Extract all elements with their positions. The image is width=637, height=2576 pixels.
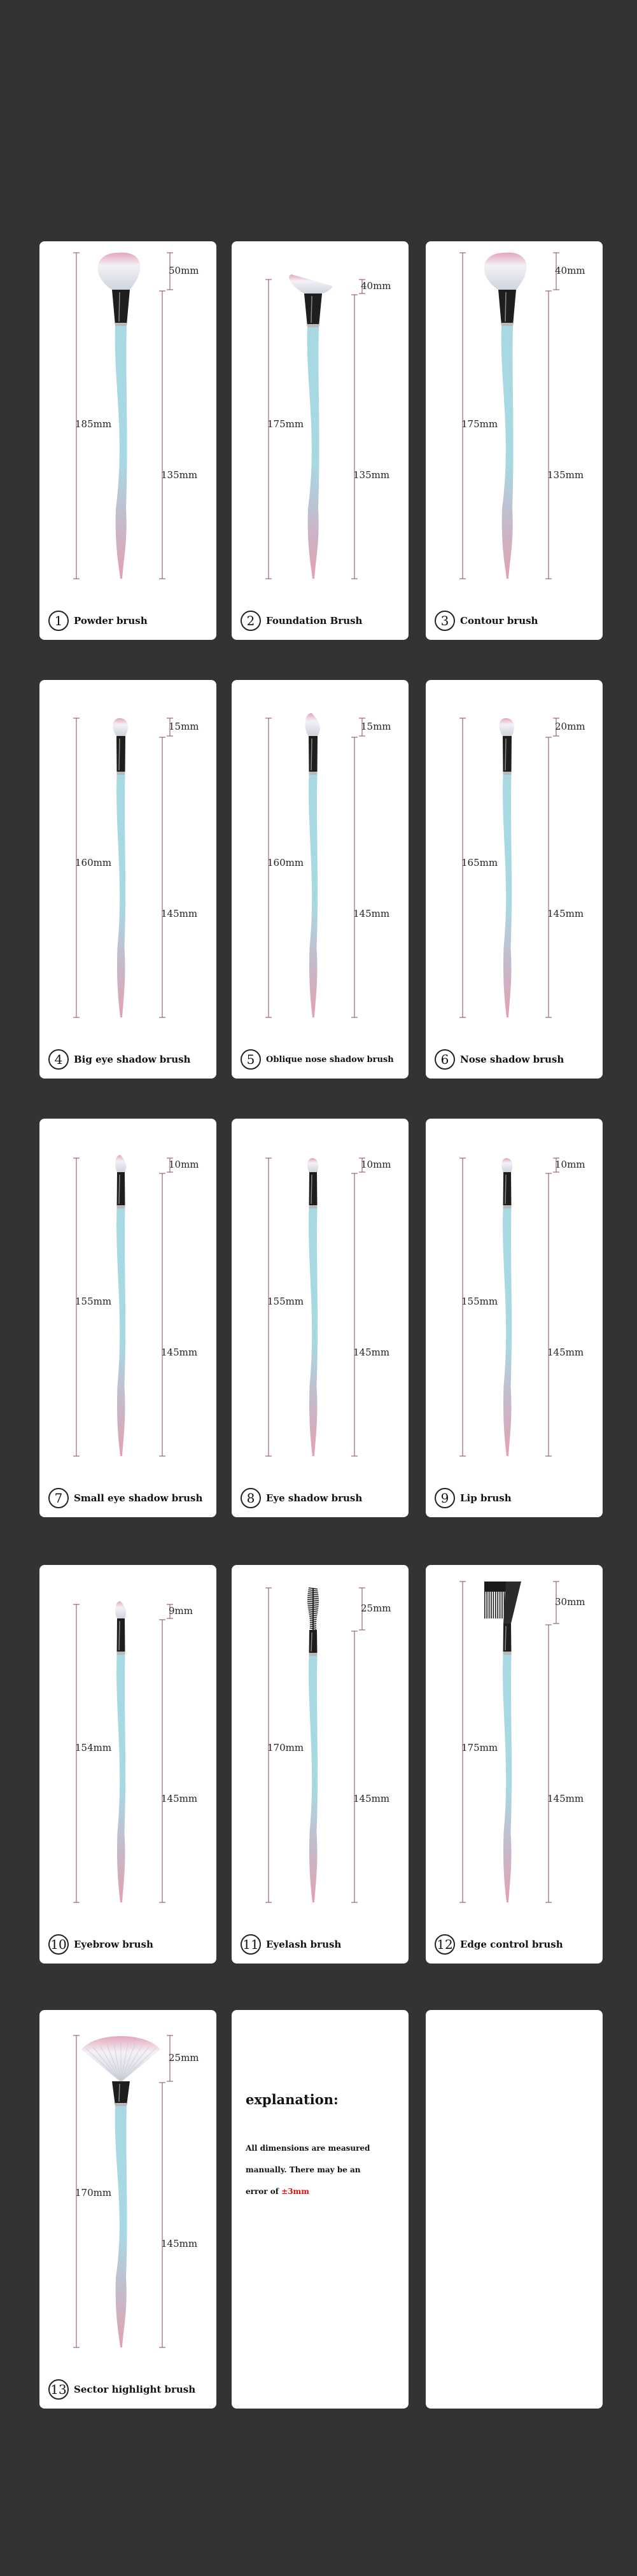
brush-illustration-icon [484, 253, 527, 579]
dimension-line-icon [351, 737, 358, 1017]
brush-name: Nose shadow brush [460, 1054, 564, 1065]
handle-length-label: 145mm [161, 1347, 198, 1358]
brush-name: Oblique nose shadow brush [266, 1054, 394, 1065]
brush-name: Eye shadow brush [266, 1492, 363, 1504]
explanation-card [232, 2010, 409, 2409]
dimension-line-icon [459, 1158, 466, 1456]
total-length-label: 175mm [461, 418, 498, 430]
dimension-line-icon [73, 1604, 80, 1902]
explanation-error-prefix: error of [246, 2187, 282, 2196]
brush-name: Edge control brush [460, 1939, 563, 1950]
brush-caption [241, 1488, 362, 1508]
brush-name: Small eye shadow brush [74, 1492, 203, 1504]
total-length-label: 155mm [461, 1296, 498, 1307]
dimension-line-icon [73, 1158, 80, 1456]
total-length-label: 155mm [75, 1296, 112, 1307]
brush-card-12 [426, 1565, 603, 1964]
handle-length-label: 145mm [161, 908, 198, 919]
brush-caption [435, 1934, 563, 1955]
total-length-label: 175mm [267, 418, 304, 430]
handle-length-label: 145mm [161, 2238, 198, 2249]
number-circle-icon: 10 [48, 1934, 69, 1955]
dimension-line-icon [545, 737, 552, 1017]
brush-illustration-icon [499, 718, 514, 1017]
head-length-label: 20mm [555, 721, 585, 732]
dimension-line-icon [351, 295, 358, 579]
brush-card-3 [426, 241, 603, 640]
brush-caption [48, 2379, 195, 2400]
brush-card-7 [39, 1119, 216, 1517]
total-length-label: 155mm [267, 1296, 304, 1307]
dimension-line-icon [351, 1173, 358, 1456]
brush-name: Contour brush [460, 615, 538, 626]
handle-length-label: 145mm [353, 1347, 390, 1358]
dimension-line-icon [545, 1625, 552, 1902]
explanation-title: explanation: [246, 2091, 339, 2107]
brush-name: Eyebrow brush [74, 1939, 153, 1950]
dimension-line-icon [265, 1158, 272, 1456]
brush-illustration-icon [113, 718, 128, 1017]
total-length-label: 175mm [461, 1742, 498, 1753]
head-length-label: 15mm [361, 721, 391, 732]
brush-name: Eyelash brush [266, 1939, 342, 1950]
head-length-label: 9mm [169, 1605, 193, 1617]
explanation-error-value: ±3mm [281, 2187, 309, 2196]
head-length-label: 10mm [361, 1159, 391, 1170]
handle-length-label: 145mm [353, 1793, 390, 1804]
dimension-line-icon [159, 1173, 165, 1456]
head-length-label: 25mm [361, 1603, 391, 1614]
brush-caption [241, 611, 362, 631]
brush-illustration-icon [305, 713, 320, 1017]
head-length-label: 15mm [169, 721, 199, 732]
explanation-line-2: manually. There may be an [246, 2165, 361, 2174]
brush-card-13 [39, 2010, 216, 2409]
brush-card-11 [232, 1565, 409, 1964]
handle-length-label: 145mm [547, 1793, 584, 1804]
brush-card-9 [426, 1119, 603, 1517]
handle-length-label: 135mm [547, 469, 584, 481]
brush-illustration-icon [115, 1601, 126, 1902]
dimension-line-icon [159, 1620, 165, 1902]
handle-length-label: 145mm [547, 908, 584, 919]
head-length-label: 40mm [361, 280, 391, 292]
brush-caption [48, 1049, 190, 1070]
brush-card-8 [232, 1119, 409, 1517]
head-length-label: 25mm [169, 2052, 199, 2063]
brush-caption [241, 1934, 341, 1955]
brush-caption [241, 1049, 394, 1070]
brush-name: Lip brush [460, 1492, 512, 1504]
number-circle-icon: 1 [48, 611, 69, 631]
brush-card-6 [426, 680, 603, 1079]
dimension-line-icon [73, 253, 80, 579]
handle-length-label: 135mm [161, 469, 198, 481]
dimension-line-icon [545, 291, 552, 579]
handle-length-label: 145mm [353, 908, 390, 919]
brush-name: Big eye shadow brush [74, 1054, 191, 1065]
brush-caption [435, 611, 538, 631]
number-circle-icon: 3 [435, 611, 455, 631]
total-length-label: 165mm [461, 857, 498, 868]
brush-card-5 [232, 680, 409, 1079]
head-length-label: 30mm [555, 1596, 585, 1608]
head-length-label: 40mm [555, 265, 585, 276]
number-circle-icon: 4 [48, 1049, 69, 1070]
handle-length-label: 145mm [547, 1347, 584, 1358]
empty-card [426, 2010, 603, 2409]
total-length-label: 170mm [75, 2187, 112, 2198]
brush-card-4 [39, 680, 216, 1079]
brush-caption [48, 611, 148, 631]
head-length-label: 10mm [555, 1159, 585, 1170]
explanation-line-3 [246, 2187, 309, 2196]
dimension-line-icon [159, 291, 165, 579]
explanation-line-1: All dimensions are measured [246, 2144, 370, 2153]
brush-card-10 [39, 1565, 216, 1964]
total-length-label: 170mm [267, 1742, 304, 1753]
number-circle-icon: 9 [435, 1488, 455, 1508]
number-circle-icon: 12 [435, 1934, 455, 1955]
brush-name: Foundation Brush [266, 615, 363, 626]
brush-illustration-icon [307, 1158, 318, 1456]
brush-caption [435, 1049, 564, 1070]
brush-illustration-icon [115, 1155, 126, 1456]
number-circle-icon: 7 [48, 1488, 69, 1508]
brush-caption [48, 1934, 153, 1955]
dimension-line-icon [459, 253, 466, 579]
dimension-line-icon [351, 1631, 358, 1902]
number-circle-icon: 6 [435, 1049, 455, 1070]
number-circle-icon: 2 [241, 611, 261, 631]
total-length-label: 160mm [75, 857, 112, 868]
number-circle-icon: 11 [241, 1934, 261, 1955]
brush-card-1 [39, 241, 216, 640]
number-circle-icon: 13 [48, 2379, 69, 2400]
brush-name: Powder brush [74, 615, 148, 626]
handle-length-label: 135mm [353, 469, 390, 481]
brush-name: Sector highlight brush [74, 2384, 196, 2395]
total-length-label: 160mm [267, 857, 304, 868]
number-circle-icon: 8 [241, 1488, 261, 1508]
head-length-label: 10mm [169, 1159, 199, 1170]
handle-length-label: 145mm [161, 1793, 198, 1804]
total-length-label: 185mm [75, 418, 112, 430]
brush-caption [435, 1488, 512, 1508]
brush-illustration-icon [98, 253, 141, 579]
dimension-line-icon [545, 1173, 552, 1456]
brush-illustration-icon [307, 1588, 319, 1902]
number-circle-icon: 5 [241, 1049, 261, 1070]
brush-card-2 [232, 241, 409, 640]
head-length-label: 50mm [169, 265, 199, 276]
dimension-line-icon [159, 737, 165, 1017]
total-length-label: 154mm [75, 1742, 112, 1753]
dimension-line-icon [159, 2083, 165, 2347]
brush-caption [48, 1488, 202, 1508]
brush-illustration-icon [501, 1158, 512, 1456]
